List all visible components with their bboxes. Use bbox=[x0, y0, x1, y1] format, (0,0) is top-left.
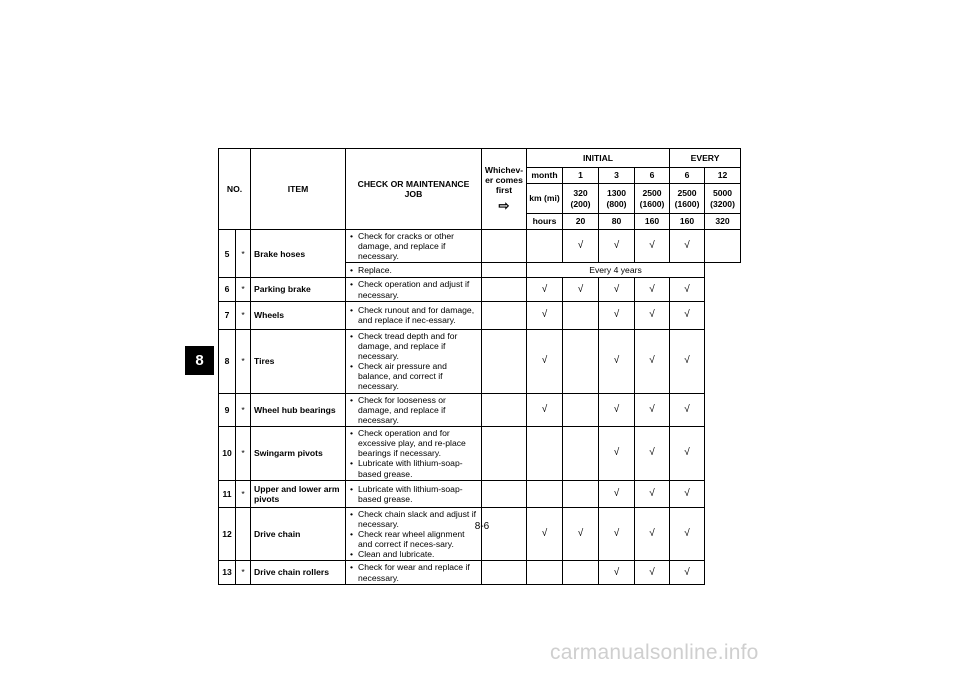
check-mark: √ bbox=[599, 329, 635, 393]
check-mark: √ bbox=[527, 329, 563, 393]
table-row bbox=[219, 230, 741, 263]
asterisk-mark bbox=[236, 507, 251, 561]
check-mark: √ bbox=[599, 230, 635, 263]
item-name: Tires bbox=[251, 329, 346, 393]
hours-cell: 80 bbox=[599, 214, 635, 230]
chapter-tab: 8 bbox=[185, 346, 214, 375]
asterisk-mark: * bbox=[236, 301, 251, 329]
table-row bbox=[219, 393, 741, 426]
month-cell: 6 bbox=[670, 168, 705, 184]
check-mark: √ bbox=[563, 507, 599, 561]
interval-cell bbox=[563, 480, 599, 507]
job-line: • Clean and lubricate. bbox=[349, 549, 478, 559]
interval-cell bbox=[527, 480, 563, 507]
job-line: • Check runout and for damage, and replace if nec-essary. bbox=[349, 305, 478, 325]
item-name: Drive chain rollers bbox=[251, 561, 346, 584]
interval-cell bbox=[527, 561, 563, 584]
header-every: EVERY bbox=[670, 149, 741, 168]
interval-cell bbox=[705, 230, 741, 263]
job-line: • Check operation and adjust if necessary. bbox=[349, 279, 478, 299]
check-mark: √ bbox=[635, 278, 670, 301]
check-mark: √ bbox=[599, 426, 635, 480]
header-whichever bbox=[482, 149, 527, 230]
header-no: NO. bbox=[219, 149, 251, 230]
check-mark: √ bbox=[635, 561, 670, 584]
km-label: km (mi) bbox=[527, 184, 563, 214]
header-initial: INITIAL bbox=[527, 149, 670, 168]
check-mark: √ bbox=[527, 393, 563, 426]
check-mark: √ bbox=[527, 507, 563, 561]
job-line: • Check tread depth and for damage, and replace if necessary. bbox=[349, 331, 478, 361]
km-cell: 2500 (1600) bbox=[670, 184, 705, 214]
item-name: Wheel hub bearings bbox=[251, 393, 346, 426]
job-line: • Check operation and for excessive play, and re-place bearings if necessary. bbox=[349, 428, 478, 458]
check-mark: √ bbox=[635, 426, 670, 480]
check-mark: √ bbox=[599, 301, 635, 329]
job-description bbox=[346, 507, 482, 561]
interval-cell bbox=[563, 329, 599, 393]
job-line: • Check for looseness or damage, and replace if necessary. bbox=[349, 395, 478, 425]
job-line: • Check rear wheel alignment and correct if neces-sary. bbox=[349, 529, 478, 549]
asterisk-mark: * bbox=[236, 480, 251, 507]
check-mark: √ bbox=[599, 393, 635, 426]
watermark: carmanualsonline.info bbox=[550, 641, 759, 664]
check-mark: √ bbox=[635, 230, 670, 263]
check-mark: √ bbox=[670, 278, 705, 301]
job-line: • Replace. bbox=[349, 265, 478, 275]
job-description bbox=[346, 329, 482, 393]
month-label: month bbox=[527, 168, 563, 184]
km-cell: 320 (200) bbox=[563, 184, 599, 214]
km-cell: 5000 (3200) bbox=[705, 184, 741, 214]
whichever-cell bbox=[482, 230, 527, 263]
job-description bbox=[346, 393, 482, 426]
asterisk-mark: * bbox=[236, 393, 251, 426]
km-cell: 2500 (1600) bbox=[635, 184, 670, 214]
item-name: Upper and lower arm pivots bbox=[251, 480, 346, 507]
row-number: 10 bbox=[219, 426, 236, 480]
item-name: Brake hoses bbox=[251, 230, 346, 278]
whichever-cell bbox=[482, 329, 527, 393]
item-name: Swingarm pivots bbox=[251, 426, 346, 480]
check-mark: √ bbox=[670, 329, 705, 393]
check-mark: √ bbox=[670, 561, 705, 584]
check-mark: √ bbox=[599, 507, 635, 561]
row-number: 11 bbox=[219, 480, 236, 507]
row-number: 9 bbox=[219, 393, 236, 426]
month-cell: 1 bbox=[563, 168, 599, 184]
check-mark: √ bbox=[599, 561, 635, 584]
whichever-cell bbox=[482, 480, 527, 507]
check-mark: √ bbox=[527, 301, 563, 329]
row-number: 6 bbox=[219, 278, 236, 301]
arrow-right-icon: ⇨ bbox=[498, 197, 510, 213]
check-mark: √ bbox=[670, 301, 705, 329]
header-item: ITEM bbox=[251, 149, 346, 230]
whichever-cell bbox=[482, 393, 527, 426]
whichever-cell bbox=[482, 263, 527, 278]
month-cell: 12 bbox=[705, 168, 741, 184]
table-row bbox=[219, 561, 741, 584]
table-row bbox=[219, 507, 741, 561]
interval-cell bbox=[527, 230, 563, 263]
hours-cell: 160 bbox=[635, 214, 670, 230]
job-line: • Check for wear and replace if necessary. bbox=[349, 562, 478, 582]
interval-cell bbox=[563, 426, 599, 480]
check-mark: √ bbox=[635, 507, 670, 561]
whichever-cell bbox=[482, 561, 527, 584]
check-mark: √ bbox=[670, 393, 705, 426]
hours-cell: 20 bbox=[563, 214, 599, 230]
asterisk-mark: * bbox=[236, 230, 251, 278]
row-number: 7 bbox=[219, 301, 236, 329]
interval-cell bbox=[563, 561, 599, 584]
every-years-text: Every 4 years bbox=[527, 263, 705, 278]
table-row bbox=[219, 301, 741, 329]
check-mark: √ bbox=[670, 426, 705, 480]
table-row bbox=[219, 329, 741, 393]
check-mark: √ bbox=[635, 480, 670, 507]
whichever-cell bbox=[482, 426, 527, 480]
table-row bbox=[219, 480, 741, 507]
job-description bbox=[346, 230, 482, 263]
month-cell: 3 bbox=[599, 168, 635, 184]
header-job: CHECK OR MAINTENANCE JOB bbox=[346, 149, 482, 230]
row-number: 12 bbox=[219, 507, 236, 561]
asterisk-mark: * bbox=[236, 561, 251, 584]
job-line: • Check chain slack and adjust if necessary. bbox=[349, 509, 478, 529]
asterisk-mark: * bbox=[236, 426, 251, 480]
check-mark: √ bbox=[670, 507, 705, 561]
item-name: Drive chain bbox=[251, 507, 346, 561]
check-mark: √ bbox=[563, 230, 599, 263]
asterisk-mark: * bbox=[236, 329, 251, 393]
check-mark: √ bbox=[563, 278, 599, 301]
page-number: 8-6 bbox=[474, 521, 490, 532]
km-cell: 1300 (800) bbox=[599, 184, 635, 214]
job-line: • Lubricate with lithium-soap-based grease. bbox=[349, 484, 478, 504]
check-mark: √ bbox=[670, 480, 705, 507]
maintenance-table bbox=[218, 148, 741, 585]
job-line: • Check air pressure and balance, and correct if necessary. bbox=[349, 361, 478, 391]
job-description bbox=[346, 278, 482, 301]
hours-label: hours bbox=[527, 214, 563, 230]
table-row bbox=[219, 278, 741, 301]
interval-cell bbox=[563, 301, 599, 329]
whichever-cell bbox=[482, 301, 527, 329]
check-mark: √ bbox=[670, 230, 705, 263]
whichever-label: Whichev-er comes first bbox=[484, 164, 524, 196]
whichever-cell bbox=[482, 507, 527, 561]
job-line: • Check for cracks or other damage, and replace if necessary. bbox=[349, 231, 478, 261]
month-cell: 6 bbox=[635, 168, 670, 184]
item-name: Wheels bbox=[251, 301, 346, 329]
hours-cell: 320 bbox=[705, 214, 741, 230]
job-description bbox=[346, 263, 482, 278]
interval-cell bbox=[527, 426, 563, 480]
table-row bbox=[219, 426, 741, 480]
hours-cell: 160 bbox=[670, 214, 705, 230]
asterisk-mark: * bbox=[236, 278, 251, 301]
whichever-cell bbox=[482, 278, 527, 301]
check-mark: √ bbox=[635, 329, 670, 393]
check-mark: √ bbox=[635, 393, 670, 426]
row-number: 5 bbox=[219, 230, 236, 278]
check-mark: √ bbox=[599, 480, 635, 507]
job-description bbox=[346, 301, 482, 329]
job-description bbox=[346, 426, 482, 480]
job-description bbox=[346, 561, 482, 584]
check-mark: √ bbox=[527, 278, 563, 301]
check-mark: √ bbox=[635, 301, 670, 329]
job-line: • Lubricate with lithium-soap-based grease. bbox=[349, 458, 478, 478]
row-number: 8 bbox=[219, 329, 236, 393]
job-description bbox=[346, 480, 482, 507]
check-mark: √ bbox=[599, 278, 635, 301]
interval-cell bbox=[563, 393, 599, 426]
row-number: 13 bbox=[219, 561, 236, 584]
item-name: Parking brake bbox=[251, 278, 346, 301]
